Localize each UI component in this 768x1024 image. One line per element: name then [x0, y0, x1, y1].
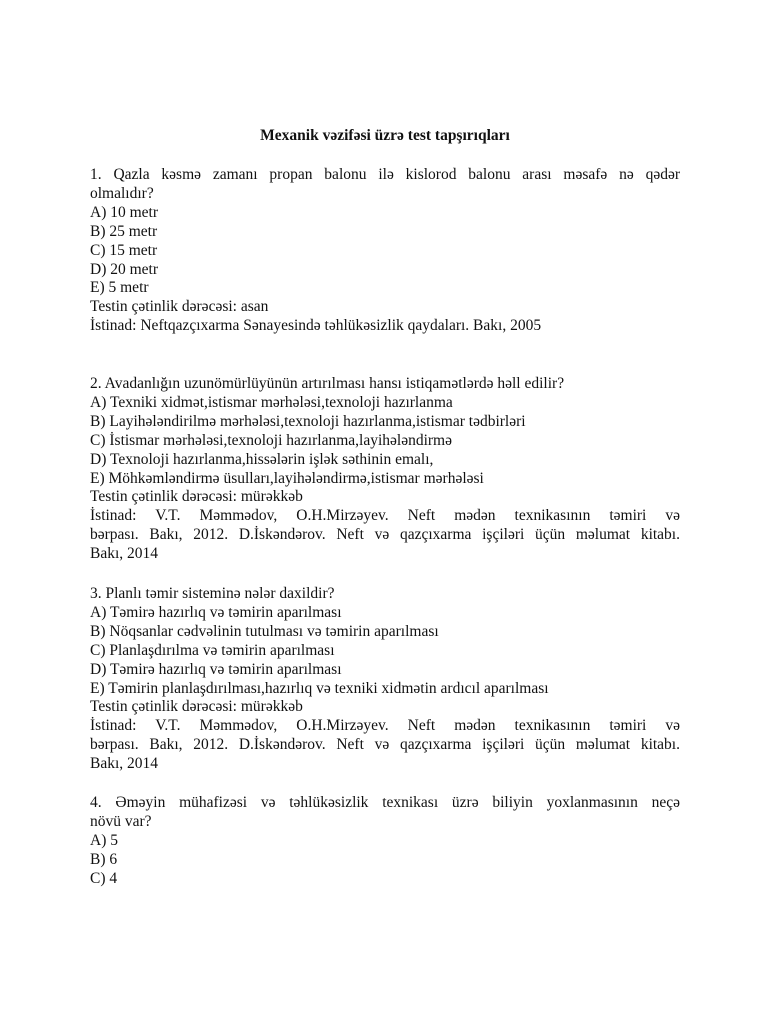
answer-option-b: B) Layihələndirilmə mərhələsi,texnoloji hazırlanma,istismar tədbirləri — [90, 412, 526, 430]
question-text-line: 3. Planlı təmir sisteminə nələr daxildir? — [90, 585, 335, 602]
reference-line: İstinad: V.T. Məmmədov, O.H.Mirzəyev. Neft mədən texnikasının təmiri və — [90, 717, 680, 735]
answer-option-e: E) 5 metr — [90, 279, 149, 297]
question-1 — [90, 166, 680, 336]
answer-option-b: B) 25 metr — [90, 222, 158, 240]
question-text-line: 4. Əməyin mühafizəsi və təhlükəsizlik texnikası üzrə biliyin yoxlanmasının neçə — [90, 794, 680, 811]
reference-line: bərpası. Bakı, 2012. D.İskəndərov. Neft və qazçıxarma işçiləri üçün məlumat kitabı. — [90, 736, 680, 754]
reference-line: Bakı, 2014 — [90, 545, 159, 563]
answer-option-b: B) 6 — [90, 850, 118, 868]
answer-option-c: C) İstismar mərhələsi,texnoloji hazırlanma,layihələndirmə — [90, 431, 452, 449]
answer-option-a: A) 5 — [90, 831, 118, 849]
answer-option-d: D) Texnoloji hazırlanma,hissələrin işlək səthinin emalı, — [90, 450, 434, 468]
question-2 — [90, 375, 680, 564]
reference-line: İstinad: V.T. Məmmədov, O.H.Mirzəyev. Neft mədən texnikasının təmiri və — [90, 507, 680, 525]
question-text-line: növü var? — [90, 812, 152, 830]
difficulty-level: Testin çətinlik dərəcəsi: asan — [90, 298, 269, 316]
document-title: Mexanik vəzifəsi üzrə test tapşırıqları — [260, 127, 510, 144]
answer-option-a: A) 10 metr — [90, 203, 159, 221]
answer-option-d: D) 20 metr — [90, 260, 159, 278]
answer-option-a: A) Təmirə hazırlıq və təmirin aparılması — [90, 603, 342, 621]
question-3 — [90, 585, 680, 774]
answer-option-c: C) 4 — [90, 869, 118, 887]
reference-line: bərpası. Bakı, 2012. D.İskəndərov. Neft və qazçıxarma işçiləri üçün məlumat kitabı. — [90, 526, 680, 544]
reference-line: Bakı, 2014 — [90, 755, 159, 773]
answer-option-c: C) Planlaşdırılma və təmirin aparılması — [90, 641, 335, 659]
answer-option-a: A) Texniki xidmət,istismar mərhələsi,texnoloji hazırlanma — [90, 393, 453, 411]
question-text-line: 1. Qazla kəsmə zamanı propan balonu ilə kislorod balonu arası məsafə nə qədər — [90, 166, 680, 183]
question-4 — [90, 794, 680, 889]
answer-option-d: D) Təmirə hazırlıq və təmirin aparılması — [90, 660, 342, 678]
difficulty-level: Testin çətinlik dərəcəsi: mürəkkəb — [90, 488, 303, 506]
reference-line: İstinad: Neftqazçıxarma Sənayesində təhlükəsizlik qaydaları. Bakı, 2005 — [90, 317, 542, 335]
answer-option-e: E) Möhkəmləndirmə üsulları,layihələndirmə,istismar mərhələsi — [90, 469, 484, 487]
difficulty-level: Testin çətinlik dərəcəsi: mürəkkəb — [90, 698, 303, 716]
answer-option-c: C) 15 metr — [90, 241, 158, 259]
answer-option-e: E) Təmirin planlaşdırılması,hazırlıq və texniki xidmətin ardıcıl aparılması — [90, 679, 549, 697]
answer-option-b: B) Nöqsanlar cədvəlinin tutulması və təmirin aparılması — [90, 622, 439, 640]
question-text-line: olmalıdır? — [90, 184, 154, 202]
question-text-line: 2. Avadanlığın uzunömürlüyünün artırılması hansı istiqamətlərdə həll edilir? — [90, 375, 565, 392]
